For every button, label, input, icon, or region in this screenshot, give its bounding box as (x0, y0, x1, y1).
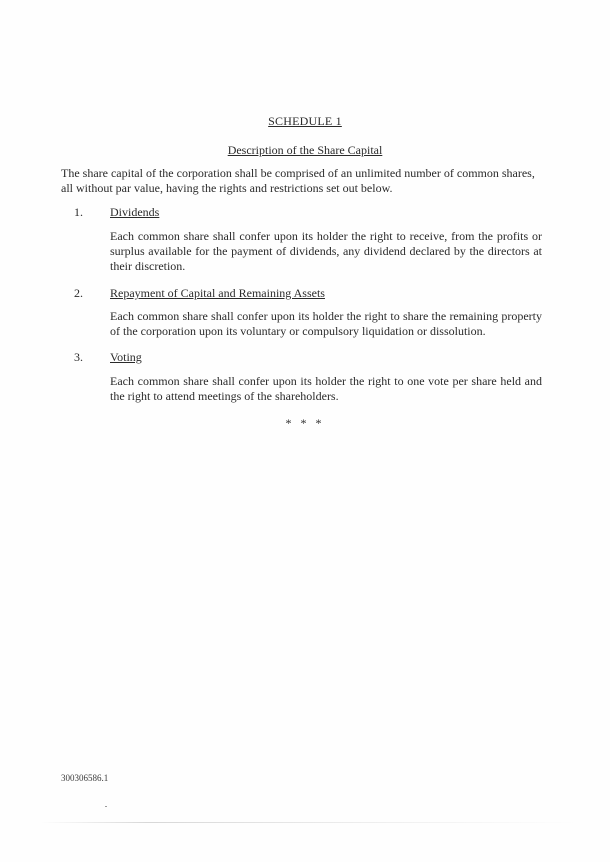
item-heading-repayment (74, 286, 534, 302)
document-number: 300306586.1 (61, 773, 109, 783)
item-title: Dividends (110, 205, 160, 219)
item-body-dividends: Each common share shall confer upon its holder the right to receive, from the profits or surplus available for the payment of dividends, any dividend declared by the directors at their discretion. (110, 229, 542, 273)
schedule-title: SCHEDULE 1 (268, 114, 342, 128)
item-title: Repayment of Capital and Remaining Assets (110, 286, 325, 300)
item-heading-voting (74, 350, 534, 366)
item-body-voting: Each common share shall confer upon its holder the right to one vote per share held and the right to attend meetings of the shareholders. (110, 374, 542, 403)
item-number: 1. (74, 205, 83, 219)
intro-paragraph: The share capital of the corporation shall be comprised of an unlimited number of common shares, all without par value, having the rights and restrictions set out below. (61, 166, 535, 195)
item-heading-dividends (74, 205, 534, 221)
item-title: Voting (110, 350, 142, 364)
end-marker: * * * (285, 416, 325, 430)
item-number: 3. (74, 350, 83, 364)
scan-speck (105, 806, 107, 807)
section-heading: Description of the Share Capital (227, 143, 383, 157)
scan-artifact-line (40, 822, 580, 823)
item-body-repayment: Each common share shall confer upon its holder the right to share the remaining property of the corporation upon its voluntary or compulsory liquidation or dissolution. (110, 309, 542, 338)
item-number: 2. (74, 286, 83, 300)
